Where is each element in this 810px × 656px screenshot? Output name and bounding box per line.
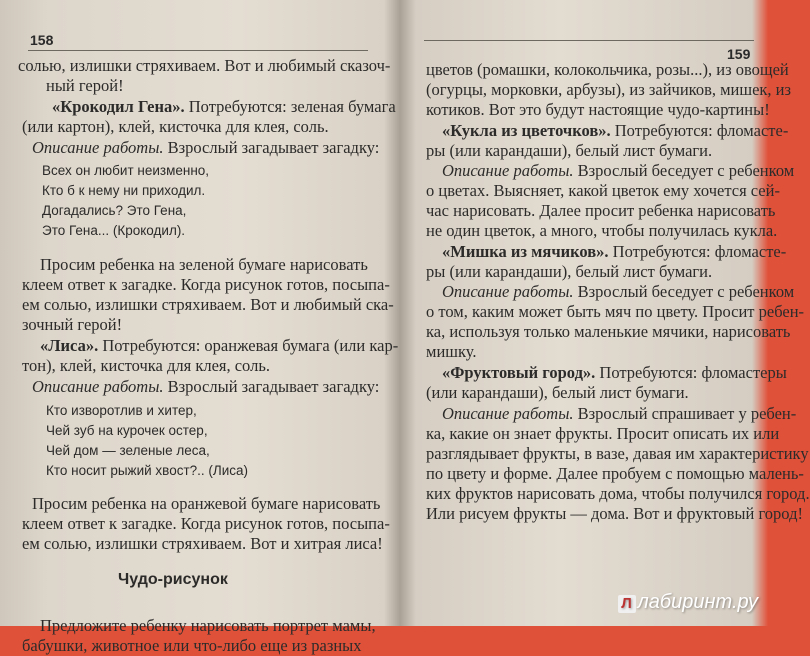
text-span: Потребуются: фломастеры [595,363,787,382]
text-line: ры (или карандаши), белый лист бумаги. [426,141,713,160]
riddle-line: Чей дом — зеленые леса, [46,443,210,458]
riddle-line: Всех он любит неизменно, [42,163,210,178]
text-line: (или карандаши), белый лист бумаги. [426,383,689,402]
text-span: Взрослый загадывает загадку: [163,377,380,396]
text-line: не один цветок, а много, чтобы получилась кукла. [426,221,778,240]
text-line [52,97,396,117]
text-span: Взрослый беседует с ребенком [573,161,795,180]
text-span: Потребуются: фломасте- [610,121,789,140]
text-line: тон), клей, кисточка для клея, соль. [22,356,270,375]
riddle-line: Это Гена... (Крокодил). [42,223,186,238]
text-span: Потребуются: фломасте- [608,242,787,261]
watermark-text: лабиринт.ру [637,591,758,613]
text-line: цветов (ромашки, колокольчика, розы...), из овощей [426,60,789,79]
text-line: (огурцы, морковки, арбузы), из зайчиков, мишек, из [426,80,792,99]
text-line: Просим ребенка на оранжевой бумаге нарисовать [32,494,381,513]
text-line [40,336,398,356]
text-span: Взрослый загадывает загадку: [163,138,380,157]
text-line: (или картон), клей, кисточка для клея, соль. [22,117,329,136]
craft-title: «Кукла из цветочков». [442,121,611,140]
header-rule [424,40,754,41]
text-line: Предложите ребенку нарисовать портрет мамы, [40,616,376,635]
text-line [442,242,786,262]
text-line [442,282,794,302]
text-line: ка, какие он знает фрукты. Просит описать их или [426,424,780,443]
text-span: Потребуются: оранжевая бумага (или кар- [98,336,399,355]
riddle-line: Кто изворотлив и хитер, [46,403,197,418]
label-italic: Описание работы. [32,138,164,157]
header-rule [28,50,368,51]
riddle-line: Кто носит рыжий хвост?.. (Лиса) [46,463,249,478]
text-line: ем солью, излишки стряхиваем. Вот и хитрая лиса! [22,534,383,553]
text-span: Потребуются: зеленая бумага [184,97,396,116]
text-line: солью, излишки стряхиваем. Вот и любимый сказоч- [18,56,391,75]
text-span: Взрослый беседует с ребенком [573,282,795,301]
text-line: ка, используя только маленькие мячики, нарисовать [426,322,791,341]
page-number: 159 [727,46,751,62]
label-italic: Описание работы. [442,404,574,423]
riddle-line: Кто б к нему ни приходил. [42,183,206,198]
text-line [442,404,796,424]
text-line: час нарисовать. Далее просит ребенка нарисовать [426,201,776,220]
labirint-logo-icon: Л [618,595,636,613]
right-page [402,0,810,626]
text-line: зочный герой! [22,315,123,334]
text-span: Взрослый спрашивает у ребен- [573,404,797,423]
text-line: по цвету и форме. Далее пробуем с помощью малень- [426,464,804,483]
text-line: Просим ребенка на зеленой бумаге нарисовать [40,255,368,274]
text-line: Или рисуем фрукты — дома. Вот и фруктовый город! [426,504,803,523]
text-line [442,363,787,383]
text-line: мишку. [426,342,477,361]
text-line [442,161,794,181]
craft-title: «Крокодил Гена». [52,97,185,116]
text-line [32,138,379,158]
text-line: котиков. Вот это будут настоящие чудо-картины! [426,100,770,119]
craft-title: «Лиса». [40,336,99,355]
label-italic: Описание работы. [32,377,164,396]
text-line [32,377,379,397]
text-line: ем солью, излишки стряхиваем. Вот и любимый ска- [22,295,394,314]
text-line: ный герой! [46,76,124,95]
text-line: клеем ответ к загадке. Когда рисунок готов, посыпа- [22,514,390,533]
left-page [0,0,400,655]
riddle-line: Догадались? Это Гена, [42,203,187,218]
text-line: о том, каким может быть мяч по цвету. Просит ребен- [426,302,805,321]
section-heading: Чудо-рисунок [118,571,228,588]
text-line: о цветах. Выясняет, какой цветок ему хочется сей- [426,181,780,200]
text-line: клеем ответ к загадке. Когда рисунок готов, посыпа- [22,275,390,294]
label-italic: Описание работы. [442,282,574,301]
text-line: ры (или карандаши), белый лист бумаги. [426,262,713,281]
page-number: 158 [30,32,54,48]
watermark [618,591,758,614]
riddle-line: Чей зуб на курочек остер, [46,423,208,438]
label-italic: Описание работы. [442,161,574,180]
text-line [442,121,788,141]
text-line: ких фруктов нарисовать дома, чтобы получился город. [426,484,810,503]
craft-title: «Фруктовый город». [442,363,596,382]
text-line: разглядывает фрукты, в вазе, давая им характеристику [426,444,809,463]
craft-title: «Мишка из мячиков». [442,242,609,261]
text-line: бабушки, животное или что-либо еще из разных [22,636,362,655]
